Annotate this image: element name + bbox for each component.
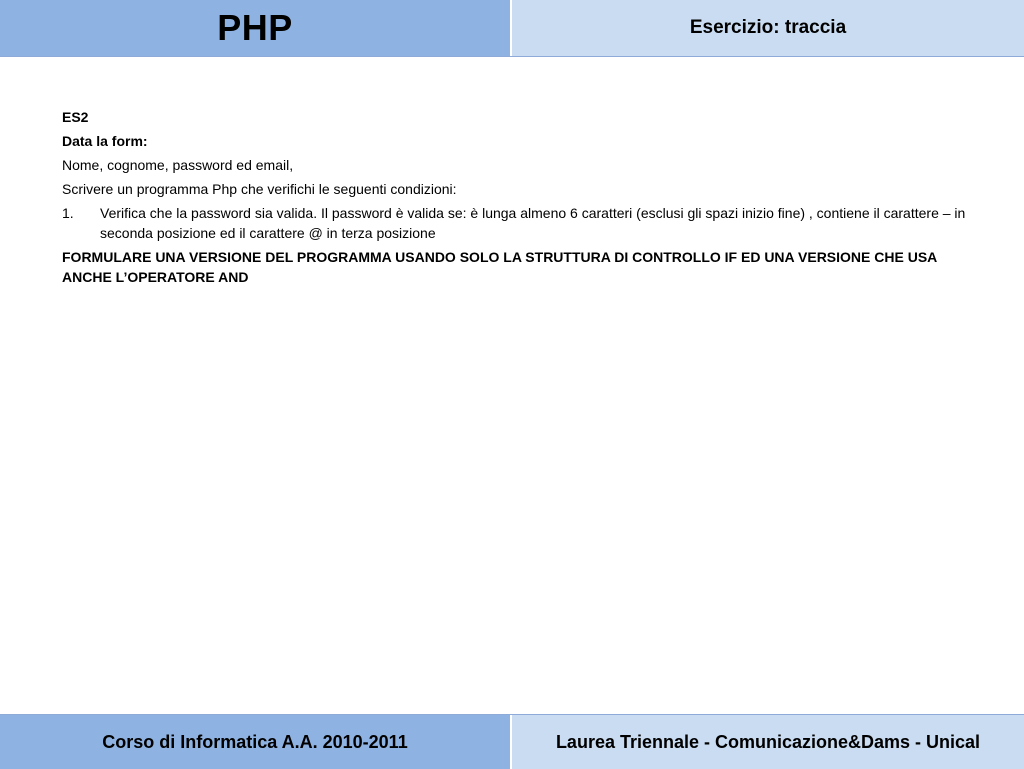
list-item-number: 1. xyxy=(62,205,74,221)
exercise-heading: ES2 xyxy=(62,109,89,125)
slide-subtitle: Esercizio: traccia xyxy=(689,17,847,38)
header-title-panel xyxy=(0,0,512,56)
list-item-text: Verifica che la password sia valida. Il password è valida se: è lunga almeno 6 caratteri (esclusi gli spazi inizio fine) , contiene il carattere – in seconda posizione ed il carattere @ in terza posizione xyxy=(100,205,966,241)
footer-left-panel xyxy=(0,715,512,769)
requirement-note: FORMULARE UNA VERSIONE DEL PROGRAMMA USANDO SOLO LA STRUTTURA DI CONTROLLO IF ED UNA VERSIONE CHE USA ANCHE L’OPERATORE AND xyxy=(62,249,937,285)
slide-content xyxy=(62,107,982,291)
slide-footer xyxy=(0,714,1024,769)
form-label: Data la form: xyxy=(62,133,148,149)
instruction-text: Scrivere un programma Php che verifichi le seguenti condizioni: xyxy=(62,181,457,197)
course-label: Corso di Informatica A.A. 2010-2011 xyxy=(102,731,408,752)
header-subtitle-panel xyxy=(512,0,1024,56)
slide-header xyxy=(0,0,1024,57)
slide-title: PHP xyxy=(217,7,293,48)
list-item xyxy=(62,203,982,243)
footer-right-panel xyxy=(512,715,1024,769)
degree-label: Laurea Triennale - Comunicazione&Dams - Unical xyxy=(555,731,981,752)
fields-text: Nome, cognome, password ed email, xyxy=(62,157,294,173)
